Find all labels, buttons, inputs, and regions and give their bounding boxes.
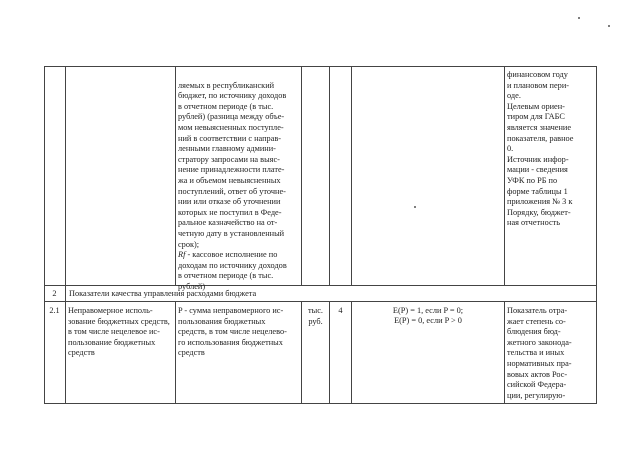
- col-border-3: [301, 66, 302, 286]
- col-border-2: [175, 66, 176, 286]
- row-divider-1: [44, 285, 597, 286]
- scan-speck: [608, 25, 610, 27]
- col-border-5: [351, 66, 352, 286]
- item-name: Неправомерное исполь- зование бюджетных средств, в том числе нецелевое ис- пользование бюджетных средств: [68, 306, 170, 358]
- col-border-6: [504, 66, 505, 286]
- rf-symbol: Rf - кассовое исполнение по доходам по источнику доходов в отчетном периоде (в тыс. рублей): [178, 250, 287, 291]
- item-comment: Показатель отра- жает степень со- блюдения бюд- жетного законода- тельства и иных нормативных пра- вовых актов Рос- сийской Федера- ции, регулирую-: [507, 306, 572, 400]
- section-number: 2: [52, 289, 57, 298]
- row-divider-2: [44, 301, 597, 302]
- item-unit: тыс. руб.: [308, 306, 323, 326]
- section-title: Показатели качества управления расходами бюджета: [69, 289, 257, 298]
- col-border-4: [329, 66, 330, 286]
- item-number: 2.1: [49, 306, 60, 315]
- item-calc-line-2: E(P) = 0, если P > 0: [394, 316, 462, 325]
- col-border-0: [44, 66, 45, 403]
- col-border-1: [65, 66, 66, 403]
- item-calc-line-1: E(P) = 1, если P = 0;: [392, 306, 464, 315]
- col-border-6b: [504, 301, 505, 403]
- comment-continued: финансовом году и плановом пери- оде. Целевым ориен- тиром для ГАБС является значение показателя, равное 0. Источник инфор- мации - сведения УФК по РБ по форме таблицы 1 приложения № 3 к Порядку, бюджет- ная отчетность: [507, 70, 574, 228]
- table-top-border: [44, 66, 597, 67]
- col-border-2b: [175, 301, 176, 403]
- formula-description-continued: ляемых в республиканский бюджет, по источнику доходов в отчетном периоде (в тыс. рублей) (разница между объе- мом невыясненных поступле- ний в соответствии с направ- ленными главному админи- стратору запросами на выяс- нение принадлежности плате- жа и объемом невыясненных поступлений, ответ об уточне- нии или отказе об уточнении которых не поступил в Феде- ральное казначейство на от- четную дату в установленный срок); Rf - кассовое исполнение по доходам по источнику доходов в отчетном периоде (в тыс. рублей): [178, 80, 287, 291]
- scan-speck: [414, 206, 416, 208]
- scan-speck: [578, 17, 580, 19]
- col-border-7: [596, 66, 597, 403]
- item-formula: P - сумма неправомерного ис- пользования бюджетных средств, в том числе нецелево- го использования бюджетных средств: [178, 306, 287, 358]
- item-weight: 4: [338, 306, 343, 315]
- table-bottom-border: [44, 403, 597, 404]
